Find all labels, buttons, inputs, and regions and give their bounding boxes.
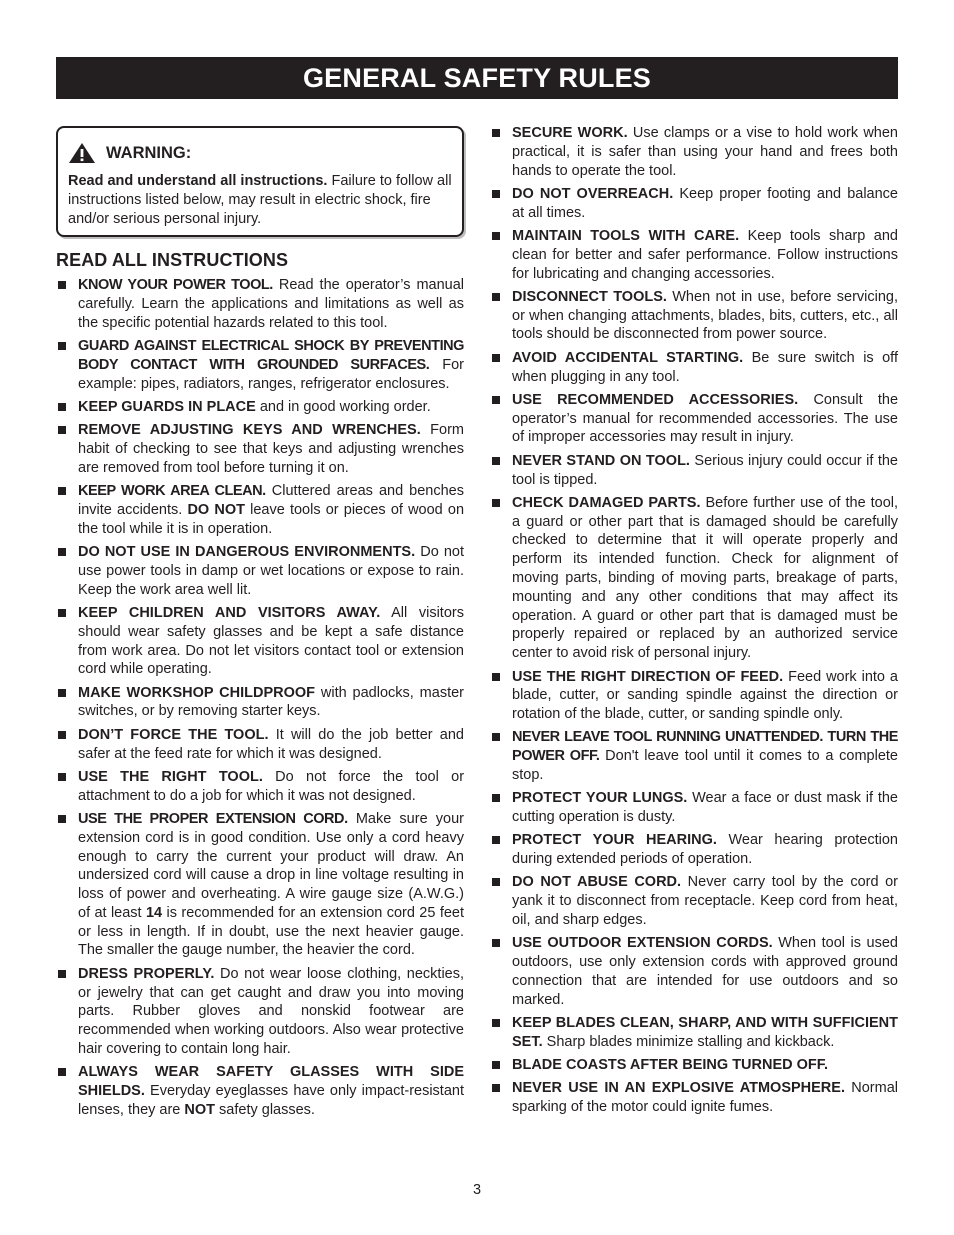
square-bullet-icon [492, 190, 500, 198]
square-bullet-icon [492, 1084, 500, 1092]
square-bullet-icon [492, 1061, 500, 1069]
rule-item [490, 185, 898, 223]
rule-text: Be sure switch is off when plugging in any tool. [512, 349, 898, 385]
rule-text-continued: is recommended for an extension cord 25 feet or less in length. If in doubt, use the next heavier gauge. The smaller the gauge number, the heavier the cord. [78, 904, 465, 959]
rule-text: Read the operator’s manual carefully. Learn the applications and limitations as well as the specific potential hazards related to this tool. [78, 277, 465, 331]
rule-text: Do not wear loose clothing, neckties, or jewelry that can get caught and draw you into moving parts. Rubber gloves and nonskid footwear are recommended when working outdoors. Also wear protective hair covering to contain long hair. [78, 965, 465, 1057]
rule-item [56, 684, 464, 722]
page-title: GENERAL SAFETY RULES [56, 57, 898, 99]
rule-item [490, 789, 898, 827]
square-bullet-icon [58, 970, 66, 978]
square-bullet-icon [58, 731, 66, 739]
right-rule-list [490, 124, 898, 1117]
rule-text: Normal sparking of the motor could ignite fumes. [512, 1080, 898, 1116]
rule-heading: BLADE COASTS AFTER BEING TURNED OFF. [512, 1057, 829, 1074]
square-bullet-icon [492, 1019, 500, 1027]
rule-heading: MAKE WORKSHOP CHILDPROOF [78, 684, 316, 701]
rule-text: Make sure your extension cord is in good condition. Use only a cord heavy enough to carry the current your product will draw. An undersized cord will cause a drop in line voltage resulting in loss of power and overheating. A wire gauge size (A.W.G.) of at least [78, 810, 464, 921]
square-bullet-icon [492, 673, 500, 681]
rule-heading: REMOVE ADJUSTING KEYS AND WRENCHES. [78, 422, 421, 439]
rule-text-continued: safety glasses. [219, 1101, 315, 1118]
rule-item [56, 398, 464, 417]
rule-text: Before further use of the tool, a guard or other part that is damaged should be carefully checked to determine that it will operate properly and perform its intended function. Check for alignment of moving parts, binding of moving parts, breakage of parts, mounting and any other conditions that may affect its operation. A guard or other part that is damaged must be properly repaired or replaced by an authorized service center to avoid risk of personal injury. [512, 494, 899, 662]
rule-heading: NEVER STAND ON TOOL. [512, 452, 690, 469]
rule-heading: PROTECT YOUR HEARING. [512, 832, 717, 849]
warning-box [56, 126, 464, 237]
square-bullet-icon [58, 609, 66, 617]
rule-item [56, 482, 464, 538]
square-bullet-icon [492, 129, 500, 137]
left-rule-list [56, 276, 464, 1119]
rule-item [490, 288, 898, 344]
rule-text: Everyday eyeglasses have only impact-resistant lenses, they are [78, 1083, 464, 1118]
rule-emphasis: DO NOT [187, 501, 245, 518]
rule-item [56, 965, 464, 1059]
rule-text: Use clamps or a vise to hold work when practical, it is safer than using your hand and frees both hands to operate the tool. [512, 125, 898, 179]
warning-body: Failure to follow all instructions listed below, may result in electric shock, fire and/or serious personal injury. [68, 173, 452, 227]
warning-header [68, 142, 453, 164]
square-bullet-icon [492, 836, 500, 844]
rule-item [56, 726, 464, 764]
rule-item [56, 337, 464, 393]
rule-heading: MAINTAIN TOOLS WITH CARE. [512, 227, 740, 244]
rule-emphasis: 14 [145, 904, 163, 921]
square-bullet-icon [58, 281, 66, 289]
rule-heading: DO NOT ABUSE CORD. [512, 874, 682, 891]
rule-text: Keep proper footing and balance at all times. [512, 185, 898, 221]
rule-item [490, 124, 898, 180]
rule-item [56, 810, 464, 960]
rule-text: Feed work into a blade, cutter, or sanding spindle against the direction or rotation of the blade, cutter, or sanding spindle only. [512, 668, 898, 723]
rule-text: with padlocks, master switches, or by removing starter keys. [78, 684, 464, 720]
rule-heading: SECURE WORK. [512, 125, 628, 141]
rule-heading: KNOW YOUR POWER TOOL. [78, 277, 273, 294]
rule-heading: AVOID ACCIDENTAL STARTING. [512, 349, 744, 366]
rule-item [490, 1079, 898, 1117]
rule-heading: USE OUTDOOR EXTENSION CORDS. [512, 935, 773, 952]
rule-heading: DISCONNECT TOOLS. [512, 288, 667, 305]
rule-heading: USE THE PROPER EXTENSION CORD. [78, 810, 348, 827]
rule-item [56, 1063, 464, 1119]
rule-text: Do not use power tools in damp or wet locations or expose to rain. Keep the work area well lit. [78, 544, 464, 598]
page-number: 3 [472, 1182, 482, 1198]
warning-label: WARNING: [106, 143, 192, 162]
rule-heading: USE THE RIGHT TOOL. [78, 768, 263, 785]
square-bullet-icon [58, 548, 66, 556]
rule-text: When tool is used outdoors, use only extension cords with approved ground connection that are intended for use outdoors and so marked. [512, 935, 898, 1008]
rule-item [490, 391, 898, 447]
left-column [56, 124, 464, 1124]
rule-text: For example: pipes, radiators, ranges, refrigerator enclosures. [78, 356, 465, 392]
rule-item [490, 831, 898, 869]
square-bullet-icon [492, 457, 500, 465]
square-bullet-icon [58, 403, 66, 411]
rule-heading: CHECK DAMAGED PARTS. [512, 494, 701, 511]
rule-item [56, 276, 464, 332]
rule-item [490, 1056, 898, 1075]
square-bullet-icon [58, 1068, 66, 1076]
rule-item [490, 728, 898, 784]
rule-text: When not in use, before servicing, or when changing attachments, blades, bits, cutters, etc., all tools should be disconnected from power source. [512, 288, 898, 343]
rule-text: Wear a face or dust mask if the cutting operation is dusty. [512, 790, 898, 826]
square-bullet-icon [492, 878, 500, 886]
rule-heading: KEEP GUARDS IN PLACE [78, 398, 256, 415]
square-bullet-icon [58, 426, 66, 434]
rule-heading: USE RECOMMENDED ACCESSORIES. [512, 391, 799, 408]
square-bullet-icon [492, 354, 500, 362]
rule-heading: USE THE RIGHT DIRECTION OF FEED. [512, 668, 784, 685]
square-bullet-icon [492, 293, 500, 301]
rule-text: Keep tools sharp and clean for better and safer performance. Follow instructions for lubricating and changing accessories. [512, 227, 898, 282]
square-bullet-icon [58, 689, 66, 697]
rule-heading: KEEP WORK AREA CLEAN. [78, 483, 266, 500]
section-heading: READ ALL INSTRUCTIONS [56, 250, 289, 271]
rule-heading: DO NOT USE IN DANGEROUS ENVIRONMENTS. [78, 544, 416, 561]
square-bullet-icon [492, 232, 500, 240]
square-bullet-icon [492, 733, 500, 741]
rule-item [56, 421, 464, 477]
square-bullet-icon [58, 487, 66, 495]
rule-item [490, 452, 898, 490]
rule-heading: GUARD AGAINST ELECTRICAL SHOCK BY PREVENTING BODY CONTACT WITH GROUNDED SURFACES. [78, 338, 464, 373]
rule-text-continued: leave tools or pieces of wood on the tool while it is in operation. [78, 501, 465, 537]
square-bullet-icon [492, 794, 500, 802]
rule-item [490, 227, 898, 283]
rule-text: It will do the job better and safer at the feed rate for which it was designed. [78, 726, 464, 762]
square-bullet-icon [492, 396, 500, 404]
square-bullet-icon [492, 499, 500, 507]
rule-item [56, 768, 464, 806]
rule-heading: KEEP CHILDREN AND VISITORS AWAY. [78, 604, 381, 621]
rule-heading: DRESS PROPERLY. [78, 965, 215, 982]
rule-text: Cluttered areas and benches invite accidents. [78, 483, 464, 518]
rule-text: and in good working order. [259, 398, 431, 415]
rule-item [490, 934, 898, 1009]
rule-item [490, 349, 898, 387]
square-bullet-icon [58, 815, 66, 823]
rule-text: Do not force the tool or attachment to do a job for which it was not designed. [78, 768, 465, 804]
rule-text: Consult the operator’s manual for recommended accessories. The use of improper accessories may result in injury. [512, 391, 899, 446]
square-bullet-icon [492, 939, 500, 947]
rule-item [490, 494, 898, 663]
square-bullet-icon [58, 773, 66, 781]
rule-heading: PROTECT YOUR LUNGS. [512, 790, 688, 807]
warning-lead: Read and understand all instructions. [68, 173, 328, 189]
rule-item [490, 873, 898, 929]
warning-triangle-icon [68, 142, 96, 164]
rule-item [56, 604, 464, 679]
rule-heading: ALWAYS WEAR SAFETY GLASSES WITH SIDE SHIELDS. [78, 1064, 464, 1100]
rule-heading: NEVER USE IN AN EXPLOSIVE ATMOSPHERE. [512, 1080, 845, 1097]
rule-text: Never carry tool by the cord or yank it to disconnect from receptacle. Keep cord from heat, oil, and sharp edges. [512, 874, 899, 929]
rule-text: Form habit of checking to see that keys and adjusting wrenches are removed from tool before turning it on. [78, 422, 464, 476]
rule-text: Serious injury could occur if the tool is tipped. [512, 452, 898, 488]
rule-item [490, 1014, 898, 1052]
square-bullet-icon [58, 342, 66, 350]
rule-heading: NEVER LEAVE TOOL RUNNING UNATTENDED. TURN THE POWER OFF. [512, 729, 898, 765]
rule-item [56, 543, 464, 599]
rule-heading: DON’T FORCE THE TOOL. [78, 726, 269, 743]
rule-text: Sharp blades minimize stalling and kickback. [546, 1033, 835, 1050]
rule-heading: DO NOT OVERREACH. [512, 185, 674, 202]
rule-text: All visitors should wear safety glasses and be kept a safe distance from work area. Do not let visitors contact tool or extension cord while operating. [78, 604, 464, 678]
rule-heading: KEEP BLADES CLEAN, SHARP, AND WITH SUFFICIENT SET. [512, 1015, 898, 1050]
right-column [490, 124, 898, 1122]
warning-text [68, 172, 453, 228]
rule-item [490, 668, 898, 724]
rule-text: Don't leave tool until it comes to a complete stop. [512, 748, 899, 783]
rule-emphasis: NOT [184, 1101, 216, 1118]
rule-text: Wear hearing protection during extended periods of operation. [512, 832, 898, 868]
